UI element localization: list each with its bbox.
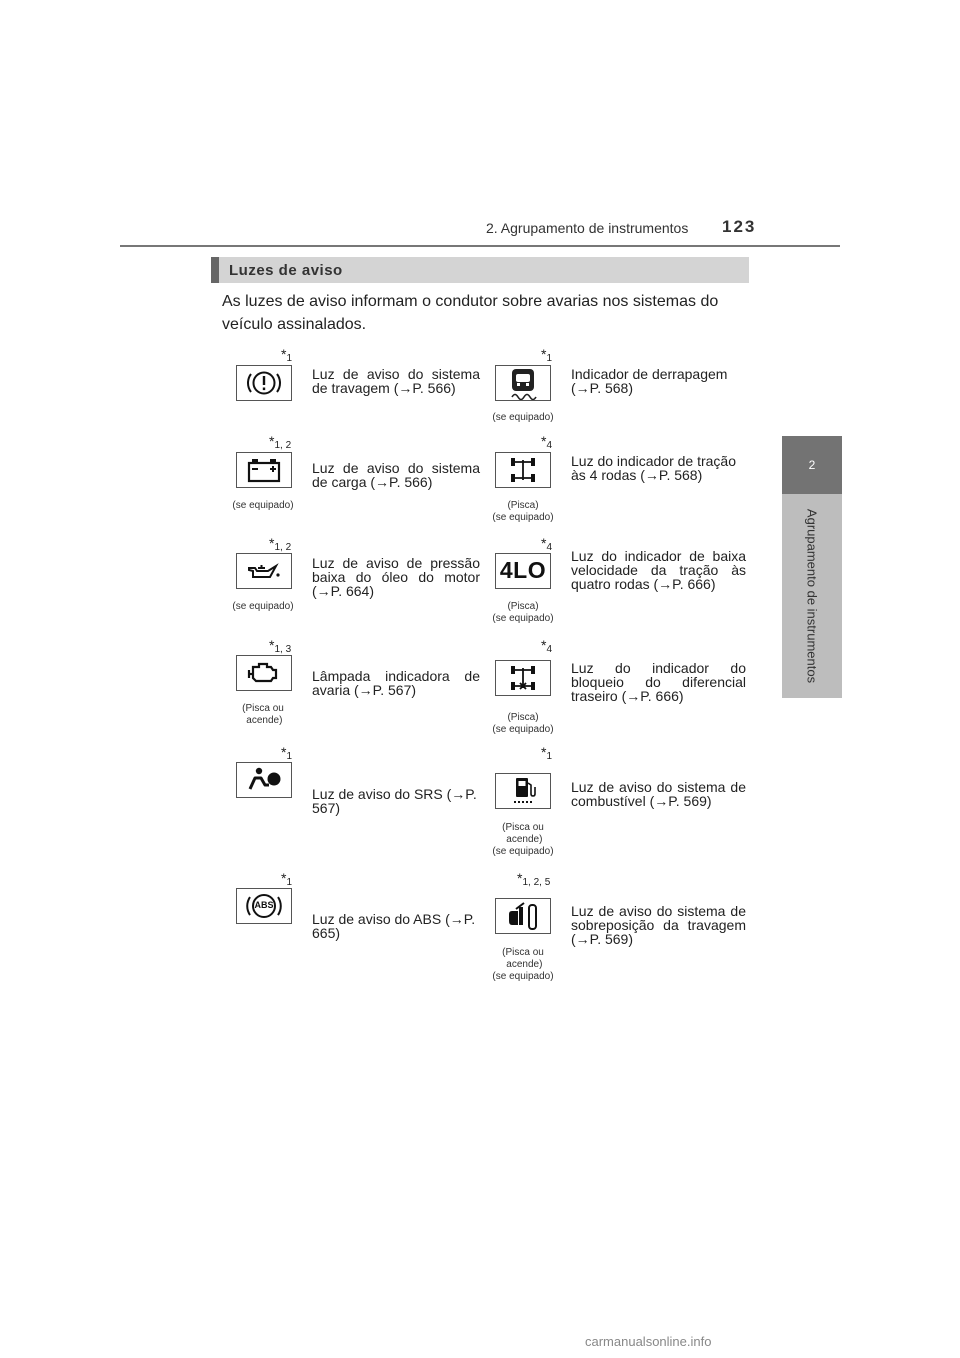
4lo-icon-text: 4LO [499, 557, 547, 583]
4wd-indicator-icon [495, 452, 551, 488]
diff-lock-icon [495, 660, 551, 696]
equipment-note: (Pisca) (se equipado) [492, 500, 554, 523]
light-description: Luz de aviso do sistema de travagem (→P. 566) [312, 366, 480, 396]
light-description: Luz do indicador do bloqueio do diferencial traseiro (→P. 666) [571, 660, 746, 704]
running-header-title: 2. Agrupamento de instrumentos [486, 220, 689, 236]
skid-indicator-icon [495, 365, 551, 401]
section-title: Luzes de aviso [229, 262, 343, 279]
fuel-system-icon [495, 773, 551, 809]
page-number: 123 [722, 217, 757, 236]
abs-icon-text: ABS [254, 900, 274, 910]
light-description: Indicador de derrapagem (→P. 568) [571, 366, 728, 396]
equipment-note: (se equipado) [232, 601, 294, 612]
footnote-marker: $*_{1, 2}$ [269, 535, 292, 553]
light-description: Luz de aviso do ABS (→P. 665) [312, 911, 476, 941]
shift-override-icon [495, 898, 551, 934]
footnote-marker: $*_{1, 3}$ [269, 637, 292, 655]
4lo-indicator-icon [495, 553, 551, 589]
footnote-marker: $*_4$ [541, 433, 553, 451]
section-intro: As luzes de aviso informam o condutor sobre avarias nos sistemas do veículo assinalados. [222, 293, 719, 333]
battery-icon [236, 452, 292, 488]
check-engine-icon [236, 655, 292, 691]
equipment-note: (Pisca ou acende) (se equipado) [492, 947, 554, 982]
section-heading-bar [211, 257, 219, 283]
section-heading [211, 257, 749, 283]
light-description: Luz de aviso do sistema de combustível (→P. 569) [571, 779, 746, 809]
equipment-note: (Pisca ou acende) [242, 703, 284, 726]
light-description: Luz do indicador de baixa velocidade da tração às quatro rodas (→P. 666) [571, 548, 746, 592]
light-description: Luz de aviso do sistema de sobreposição da travagem (→P. 569) [571, 903, 746, 947]
light-description: Luz de aviso do sistema de carga (→P. 566) [312, 460, 480, 490]
brake-warning-icon [236, 365, 292, 401]
srs-airbag-icon [236, 762, 292, 798]
light-description: Luz de aviso do SRS (→P. 567) [312, 786, 477, 816]
equipment-note: (Pisca) (se equipado) [492, 712, 554, 735]
footnote-marker: $*_4$ [541, 637, 553, 655]
footnote-marker: $*_4$ [541, 535, 553, 553]
equipment-note: (Pisca ou acende) (se equipado) [492, 822, 554, 857]
chapter-tab-number: 2 [782, 436, 842, 494]
equipment-note: (se equipado) [492, 412, 554, 423]
footnote-marker: $*_{1, 2}$ [269, 433, 292, 451]
header-rule [120, 245, 840, 247]
footnote-marker: $*_1$ [281, 870, 293, 888]
equipment-note: (Pisca) (se equipado) [492, 601, 554, 624]
light-description: Luz do indicador de tração às 4 rodas (→P. 568) [571, 453, 736, 483]
footnote-marker: $*_{1, 2, 5}$ [517, 870, 551, 888]
watermark: carmanualsonline.info [585, 1334, 712, 1349]
light-description: Luz de aviso de pressão baixa do óleo do motor (→P. 664) [312, 555, 480, 599]
chapter-tab-label: Agrupamento de instrumentos [804, 508, 820, 684]
footnote-marker: $*_1$ [281, 346, 293, 364]
equipment-note: (se equipado) [232, 500, 294, 511]
light-description: Lâmpada indicadora de avaria (→P. 567) [312, 668, 480, 698]
oil-pressure-icon [236, 553, 292, 589]
footnote-marker: $*_1$ [281, 744, 293, 762]
footnote-marker: $*_1$ [541, 346, 553, 364]
footnote-marker: $*_1$ [541, 744, 553, 762]
abs-icon [236, 888, 292, 924]
